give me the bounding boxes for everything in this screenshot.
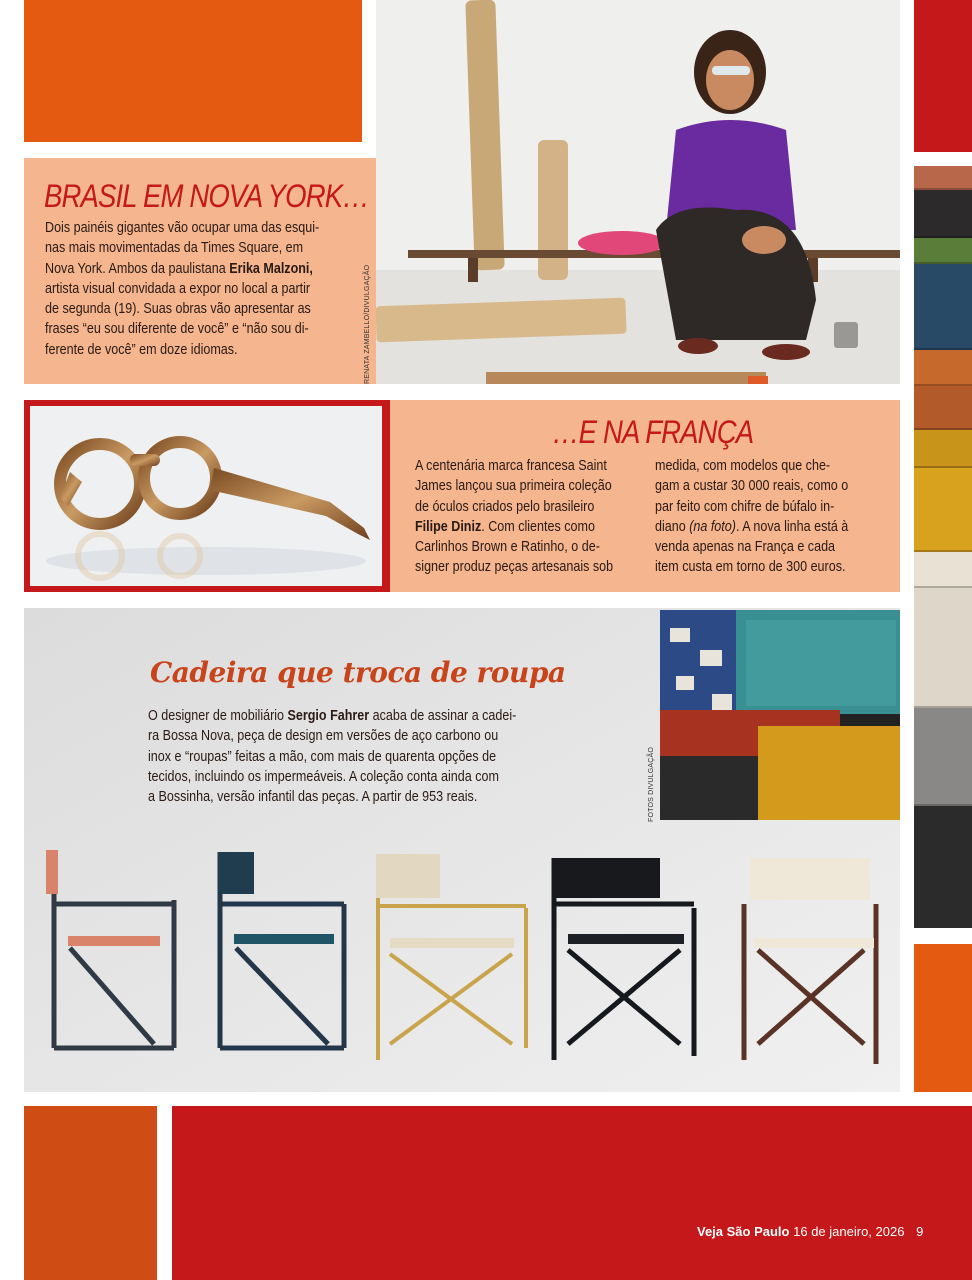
article-body: Dois painéis gigantes vão ocupar uma das esqui- nas mais movimentadas da Times Square, em Nova York. Ambos da paulistana Erika Malzoni, artista visual convidada a expor no local a partir de segunda (19). Suas obras vão apresentar as frases “eu sou diferente de você” e “não sou di- ferente de você” em doze idiomas. — [45, 220, 320, 358]
artist-illustration — [376, 0, 900, 384]
article-headline: …E NA FRANÇA — [552, 414, 754, 450]
decorative-orange-block — [24, 0, 362, 142]
franca-article-box — [390, 400, 900, 592]
glasses-photo — [30, 406, 382, 586]
decorative-red-block — [914, 0, 972, 152]
fabric-samples-photo — [660, 610, 900, 820]
magazine-name: Veja São Paulo — [697, 1224, 790, 1239]
issue-date: 16 de janeiro, 2026 — [793, 1224, 905, 1239]
photo-credit: FOTOS DIVULGAÇÃO — [648, 746, 655, 822]
article-column-2: medida, com modelos que che- gam a custar 30 000 reais, como o par feito com chifre de búfalo in- diano (na foto). A nova linha está à venda apenas na França e cada item custa em torno de 300 euros. — [655, 458, 849, 576]
glasses-illustration — [30, 406, 382, 586]
article-column-1: A centenária marca francesa Saint James lançou sua primeira coleção de óculos criados pelo brasileiro Filipe Diniz. Com clientes como Carlinhos Brown e Ratinho, o de- signer produz peças artesanais sob — [415, 458, 614, 576]
page-number: 9 — [916, 1224, 924, 1239]
article-headline: BRASIL EM NOVA YORK… — [44, 178, 369, 214]
glasses-photo-frame — [24, 400, 390, 592]
photo-credit: RENATA ZAMBELLO/DIVULGAÇÃO — [364, 264, 371, 384]
decorative-red-block — [172, 1106, 972, 1280]
decorative-orange-block — [24, 1106, 157, 1280]
fabric-samples-illustration — [660, 610, 900, 820]
article-headline: Cadeira que troca de roupa — [150, 656, 566, 689]
page-footer — [697, 1224, 923, 1239]
decorative-orange-block — [914, 944, 972, 1092]
fabric-swatches-image — [914, 166, 972, 928]
brasil-article-box — [24, 158, 376, 384]
artist-photo — [376, 0, 900, 384]
article-body: O designer de mobiliário Sergio Fahrer acaba de assinar a cadei- ra Bossa Nova, peça de design em versões de aço carbono ou inox e “roupas” feitas a mão, com mais de quarenta opções de tecidos, incluindo os impermeáveis. A coleção conta ainda com a Bossinha, versão infantil das peças. A partir de 953 reais. — [148, 708, 517, 806]
